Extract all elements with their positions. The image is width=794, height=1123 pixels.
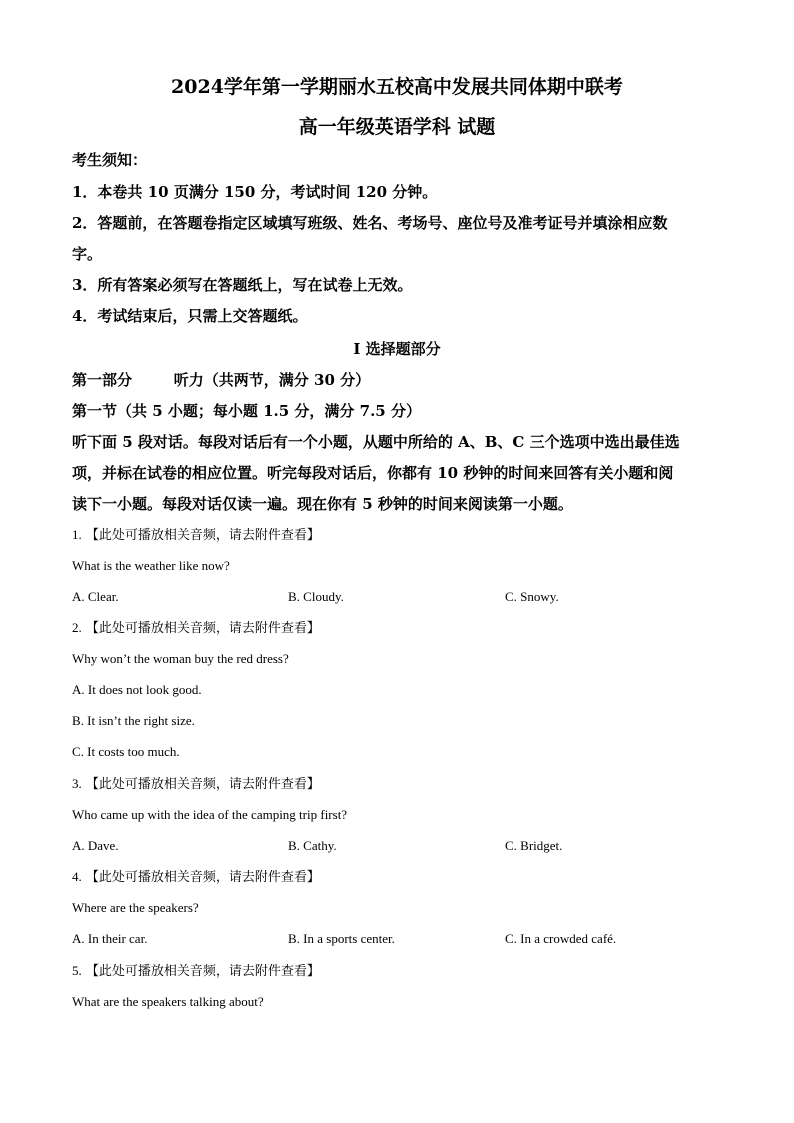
notice-item: 字。	[72, 245, 103, 263]
audio-link[interactable]: 【此处可播放相关音频，请去附件查看】	[85, 964, 320, 979]
option-c[interactable]: C. In a crowded café.	[505, 931, 617, 946]
exam-title: 2024学年第一学期丽水五校高中发展共同体期中联考	[171, 76, 623, 98]
question-number: 1.	[72, 527, 82, 542]
notice-item: 4．考试结束后，只需上交答题纸。	[72, 307, 308, 325]
option-b[interactable]: B. Cathy.	[288, 838, 337, 853]
question-4-header	[72, 868, 320, 887]
option-b[interactable]: B. Cloudy.	[288, 589, 344, 604]
option-a[interactable]: A. Dave.	[72, 838, 119, 853]
audio-link[interactable]: 【此处可播放相关音频，请去附件查看】	[85, 777, 320, 792]
audio-link[interactable]: 【此处可播放相关音频，请去附件查看】	[85, 621, 320, 636]
question-2-stem: Why won’t the woman buy the red dress?	[72, 651, 289, 666]
option-a[interactable]: A. It does not look good.	[72, 682, 202, 697]
question-number: 3.	[72, 776, 82, 791]
notice-heading: 考生须知：	[72, 151, 148, 169]
option-c[interactable]: C. Snowy.	[505, 589, 559, 604]
question-number: 5.	[72, 963, 82, 978]
question-5-header	[72, 962, 320, 981]
notice-item: 3．所有答案必须写在答题纸上，写在试卷上无效。	[72, 276, 413, 294]
question-3-header	[72, 775, 320, 794]
option-c[interactable]: C. It costs too much.	[72, 744, 180, 759]
section-heading: 第一节（共 5 小题；每小题 1.5 分，满分 7.5 分）	[72, 402, 421, 420]
option-b[interactable]: B. It isn’t the right size.	[72, 713, 195, 728]
instruction-line: 听下面 5 段对话。每段对话后有一个小题，从题中所给的 A、B、C 三个选项中选出最佳选	[72, 433, 680, 451]
question-number: 2.	[72, 620, 82, 635]
instruction-line: 项，并标在试卷的相应位置。听完每段对话后，你都有 10 秒钟的时间来回答有关小题和阅	[72, 464, 674, 482]
question-2-header	[72, 619, 320, 638]
notice-item: 1．本卷共 10 页满分 150 分，考试时间 120 分钟。	[72, 183, 438, 201]
question-3-stem: Who came up with the idea of the camping trip first?	[72, 807, 348, 822]
option-a[interactable]: A. Clear.	[72, 589, 119, 604]
option-a[interactable]: A. In their car.	[72, 931, 148, 946]
question-number: 4.	[72, 869, 82, 884]
part-title: I 选择题部分	[353, 340, 441, 358]
option-b[interactable]: B. In a sports center.	[288, 931, 395, 946]
question-5-stem: What are the speakers talking about?	[72, 994, 264, 1009]
instruction-line: 读下一小题。每段对话仅读一遍。现在你有 5 秒钟的时间来阅读第一小题。	[72, 495, 573, 513]
exam-subtitle: 高一年级英语学科 试题	[298, 116, 496, 138]
question-1-header	[72, 526, 320, 545]
audio-link[interactable]: 【此处可播放相关音频，请去附件查看】	[85, 870, 320, 885]
notice-item: 2．答题前，在答题卷指定区域填写班级、姓名、考场号、座位号及准考证号并填涂相应数	[72, 214, 668, 232]
question-4-stem: Where are the speakers?	[72, 900, 199, 915]
part-heading: 第一部分 听力（共两节，满分 30 分）	[72, 371, 371, 389]
audio-link[interactable]: 【此处可播放相关音频，请去附件查看】	[85, 528, 320, 543]
question-1-stem: What is the weather like now?	[72, 558, 230, 573]
option-c[interactable]: C. Bridget.	[505, 838, 563, 853]
